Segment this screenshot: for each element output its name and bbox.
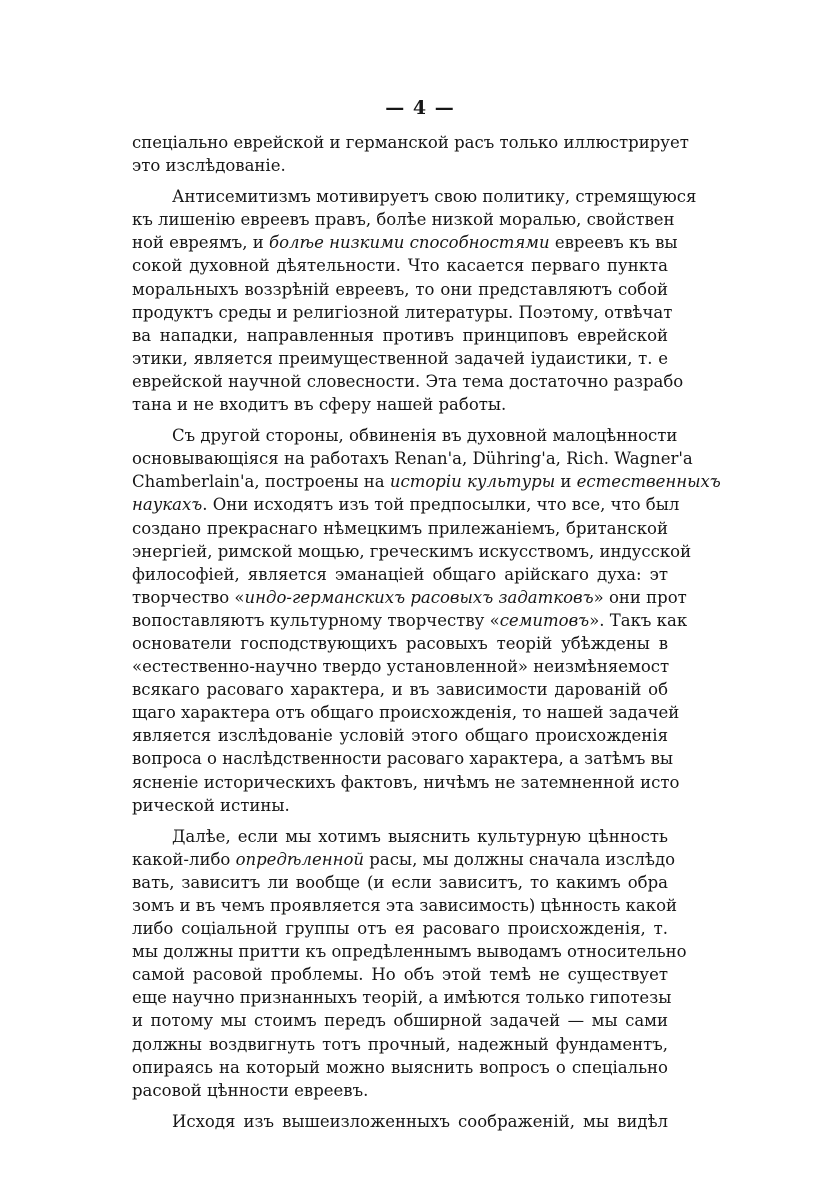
text-line: должны воздвигнуть тотъ прочный, надежный фундаментъ, [132, 1034, 668, 1054]
text-fragment: творчество « [132, 587, 245, 607]
text-line: всякаго расоваго характера, и въ зависимости дарованій об [132, 680, 668, 700]
text-line: энергіей, римской мощью, греческимъ искусствомъ, индусской [132, 541, 692, 561]
text-line: «естественно-научно твердо установленной» неизмѣняемост [132, 657, 670, 677]
text-line: продуктъ среды и религіозной литературы. Поэтому, отвѣчат [132, 302, 673, 322]
text-line: является изслѣдованіе условій этого общаго происхожденія [132, 726, 668, 746]
text-fragment: . Они исходятъ изъ той предпосылки, что все, что был [202, 495, 680, 515]
emphasized-text: исторіи культуры [389, 472, 556, 492]
text-line: ва нападки, направленныя противъ принциповъ еврейской [132, 325, 668, 345]
text-line [132, 609, 688, 632]
text-line: къ лишенію евреевъ правъ, болѣе низкой моралью, свойствен [132, 210, 675, 230]
emphasized-text: индо-германскихъ расовыхъ задатковъ [244, 587, 594, 607]
text-line: зомъ и въ чемъ проявляется эта зависимость) цѣнность какой [132, 896, 677, 915]
text-line: и потому мы стоимъ передъ обширной задачей — мы сами [132, 1011, 668, 1031]
text-line: самой расовой проблемы. Но объ этой темѣ не существует [132, 965, 668, 985]
text-fragment: ». Такъ как [589, 610, 688, 630]
text-line: создано прекраснаго нѣмецкимъ прилежаніемъ, британской [132, 518, 668, 538]
text-line: расовой цѣнности евреевъ. [132, 1080, 369, 1100]
text-line [132, 231, 678, 254]
text-line: моральныхъ воззрѣній евреевъ, то они представляютъ собой [132, 279, 668, 299]
text-fragment: какой-либо [132, 849, 236, 869]
text-line [132, 848, 676, 871]
text-line: Съ другой стороны, обвиненія въ духовной малоцѣнности [172, 426, 678, 446]
text-line [132, 493, 680, 516]
text-line: мы должны притти къ опредѣленнымъ выводамъ относительно [132, 942, 687, 962]
body-text [132, 131, 721, 1131]
text-line: ясненіе историческихъ фактовъ, ничѣмъ не затемненной исто [132, 772, 680, 792]
text-line: еврейской научной словесности. Эта тема достаточно разрабо [132, 371, 684, 391]
text-fragment: расы, мы должны сначала изслѣдо [364, 849, 676, 869]
text-line: тана и не входитъ въ сферу нашей работы. [132, 395, 507, 415]
emphasized-text: семитовъ [499, 610, 590, 630]
text-line: опираясь на который можно выяснить вопросъ о спеціально [132, 1057, 668, 1077]
text-fragment: Chamberlain'a, построены на [132, 472, 390, 492]
text-line: вать, зависитъ ли вообще (и если зависитъ, то какимъ обра [132, 872, 668, 892]
text-line: это изслѣдованіе. [132, 156, 286, 176]
text-line: спеціально еврейской и германской расъ только иллюстрирует [132, 133, 689, 152]
text-line [132, 586, 687, 609]
text-fragment: » они прот [593, 587, 687, 607]
page-number: — 4 — [385, 97, 455, 119]
text-line: вопроса о наслѣдственности расоваго характера, а затѣмъ вы [132, 749, 674, 769]
text-line: Далѣе, если мы хотимъ выяснить культурную цѣнность [172, 826, 668, 846]
text-fragment: ной евреямъ, и [132, 233, 270, 253]
text-line: основатели господствующихъ расовыхъ теорій убѣждены в [132, 633, 668, 653]
text-line: сокой духовной дѣятельности. Что касается перваго пункта [132, 256, 668, 276]
text-line [132, 470, 721, 493]
text-line: Антисемитизмъ мотивируетъ свою политику, стремящуюся [172, 187, 697, 207]
text-line: еще научно признанныхъ теорій, а имѣются только гипотезы [132, 988, 672, 1008]
text-fragment: вопоставляютъ культурному творчеству « [132, 610, 500, 630]
emphasized-text: болѣе низкими способностями [269, 233, 550, 253]
emphasized-text: естественныхъ [576, 472, 721, 492]
text-line: Исходя изъ вышеизложенныхъ соображеній, мы видѣл [172, 1111, 668, 1131]
text-line: этики, является преимущественной задачей іудаистики, т. е [132, 348, 668, 368]
text-line: рической истины. [132, 795, 290, 815]
text-line: основывающіяся на работахъ Renan'a, Dühring'a, Rich. Wagner'a [132, 449, 693, 469]
text-line: щаго характера отъ общаго происхожденія, то нашей задачей [132, 703, 680, 723]
text-line: либо соціальной группы отъ ея расоваго происхожденія, т. [132, 919, 668, 939]
text-fragment: евреевъ къ вы [549, 233, 678, 253]
text-line: философіей, является эманаціей общаго арійскаго духа: эт [132, 564, 668, 584]
emphasized-text: наукахъ [132, 495, 203, 515]
text-fragment: и [555, 472, 577, 492]
emphasized-text: опредѣленной [235, 849, 365, 869]
